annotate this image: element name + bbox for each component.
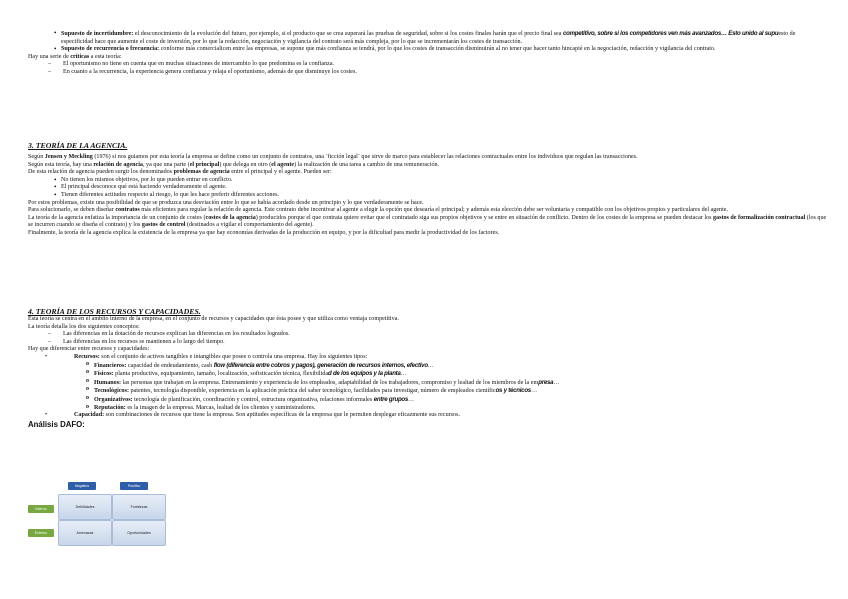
paragraph: Esta teoría se centra en el ámbito interno de la empresa, en el conjunto de recursos y capacidades que ésta posee y que utiliza como ventaja competitiva. <box>28 316 399 322</box>
paragraph: Hay que diferenciar entre recursos y capacidades: <box>28 346 150 353</box>
resources-list <box>28 354 828 420</box>
paragraph: Finalmente, la teoría de la agencia explica la existencia de la empresa ya que hay economías derivadas de la producción en equipo, y por la dificultad para medir la productividad de los factores. <box>28 229 500 236</box>
list-item: – En cuanto a la recurrencia, la experiencia genera confianza y relaja el oportunismo, además de que disminuye los costes. <box>28 69 828 77</box>
dafo-cell-opportunities: Oportunidades <box>112 520 166 546</box>
resource-type-item: o Organizativos: tecnología de planificación, coordinación y control, estructura organizativa, relaciones informales entre grupos… <box>41 396 828 405</box>
concepts-list <box>28 331 828 346</box>
resource-type-item: o Financieros: capacidad de endeudamiento, cash flow (diferencia entre cobros y pagos), generación de recursos internos, efectivo… <box>41 362 828 371</box>
intro-section <box>28 30 828 77</box>
resource-types-list <box>41 362 828 413</box>
assumptions-list <box>28 30 828 54</box>
assumption-text: conforme más comercialicen entre las empresas, se supone que más confianza se tendrá, por lo que los costes de transacción disminuirán al no tener que hacer tanto hincapié en la negociación, redacción y vigilancia del contrato. <box>159 46 716 53</box>
list-item: • Tienen diferentes actitudes respecto al riesgo, lo que les hace preferir diferentes acciones. <box>28 192 828 200</box>
section-heading: 4. TEORÍA DE LOS RECURSOS Y CAPACIDADES. <box>28 307 201 316</box>
resource-type-item: o Tecnológicos: patentes, tecnología disponible, experiencia en la aplicación práctica del saber tecnológico, facilidades para investigar, número de empleados científicos y técnicos… <box>41 387 828 396</box>
critics-list <box>28 61 828 76</box>
dafo-diagram <box>28 476 168 556</box>
section-heading: 3. TEORÍA DE LA AGENCIA. <box>28 141 128 150</box>
dafo-row-internal: Interno <box>28 505 54 513</box>
assumption-uncertainty <box>28 30 828 46</box>
dafo-cell-weaknesses: Debilidades <box>58 494 112 520</box>
agency-problems-list <box>28 177 828 200</box>
assumption-term: Supuesto de recurrencia o frecuencia: <box>61 46 160 53</box>
assumption-text: el desconocimiento de la evolución del futuro, por ejemplo, si el producto que se crea superará las pruebas de seguridad, sobre si los costes finales harán que el precio final sea <box>133 31 563 37</box>
critics-intro: Hay una serie de críticas a esta teoría: <box>28 53 122 60</box>
list-item: – Las diferencias en los recursos se mantienen a lo largo del tiempo. <box>28 339 828 347</box>
dafo-label: Análisis DAFO: <box>28 419 85 429</box>
resources-section <box>28 307 828 428</box>
resource-type-item: o Humanos: las personas que trabajan en la empresa. Entrenamiento y experiencia de los empleados, adaptabilidad de los trabajadores, compromiso y lealtad de los miembros de la empresa… <box>41 379 828 388</box>
paragraph: La teoría detalla los dos siguientes conceptos: <box>28 323 140 330</box>
resource-type-item: o Físicos: planta productiva, equipamiento, tamaño, localización, sofisticación técnica, flexibilidad de los equipos y la planta… <box>41 370 828 379</box>
dafo-row-external: Externo <box>28 529 54 537</box>
paragraph: De esta relación de agencia pueden surgir los denominados problemas de agencia entre el principal y el agente. Pueden ser: <box>28 169 332 176</box>
dafo-cell-strengths: Fortalezas <box>112 494 166 520</box>
paragraph: Según Jensen y Meckling (1976) si nos guiamos por esta teoría la empresa se define como un conjunto de contratos, una ¨ficción legal¨ que sirve de marco para establecer las relaciones contractuales entre los individuos que regulan las transacciones. <box>28 154 638 160</box>
list-item: • No tienen los mismos objetivos, por lo que pueden entrar en conflicto. <box>28 177 828 185</box>
list-item: – El oportunismo no tiene en cuenta que en muchas situaciones de intercambio lo que predomina es la confianza. <box>28 61 828 69</box>
paragraph: Según esta teoría, hay una relación de agencia, ya que una parte (el principal) que delega en otro (el agente) la realización de una tarea a cambio de una remuneración. <box>28 161 440 168</box>
paragraph: Por estos problemas, existe una posibilidad de que se produzca una desviación entre lo que se había acordado desde un principio y lo que verdaderamente se hace. <box>28 199 424 206</box>
agency-section <box>28 141 828 238</box>
assumption-term: Supuesto de incertidumbre: <box>61 31 134 37</box>
dafo-cell-threats: Amenazas <box>58 520 112 546</box>
dafo-header-positive: Positivo <box>120 482 148 490</box>
list-item: • El principal desconoce qué está haciendo verdaderamente el agente. <box>28 184 828 192</box>
assumption-tail-text: esto de especificidad hace que aumente el coste de inversión, por lo que la redacción, negociación y vigilancia del contrato será más compleja, por lo que se incrementarán los costes de transacción. <box>61 31 796 45</box>
dafo-header-negative: Negativo <box>68 482 96 490</box>
assumption-recurrence <box>28 46 828 54</box>
list-item-capacidad: • Capacidad: son combinaciones de recursos que tiene la empresa. Son aptitudes específicas de la empresa que le permiten desplegar eficazmente sus recursos. <box>40 412 828 420</box>
assumption-condensed-text: competitivo, sobre si los competidores ven más avanzados… Esto unido al supu <box>562 30 779 37</box>
list-item: – Las diferencias en la dotación de recursos explican las diferencias en los resultados logrados. <box>28 331 828 339</box>
paragraph: Para solucionarlo, se deben diseñar contratos más eficientes para regular la relación de agencia. Este contrato debe incentivar al agente a elegir la opción que desearía el principal; y además esta elección debe ser voluntaria y compatible con los objetivos propios y particulares del agente. <box>28 207 729 214</box>
resource-type-item: o Reputación: es la imagen de la empresa. Marcas, lealtad de los clientes y suministradores. <box>41 405 828 413</box>
list-item-recursos: • Recursos: son el conjunto de activos tangibles e intangibles que posee o controla una empresa. Hay los siguientes tipos: o Financieros: capacidad de endeudamiento, cash flow (diferencia entre cobros y pagos), generación de recursos internos, efectivo… o Físicos: planta productiva, equipamiento, tamaño, localización, sofisticación técnica, flexibilidad de los equipos y la planta… o Humanos: las personas que trabajan en la empresa. Entrenamiento y experiencia de los empleados, adaptabilidad de los trabajadores, compromiso y lealtad de los miembros de la empresa… o Tecnológicos: patentes, tecnología disponible, experiencia en la aplicación práctica del saber tecnológico, facilidades para investigar, número de empleados científicos y técnicos… o Organizativos: tecnología de planificación, coordinación y control, estructura organizativa, relaciones informales entre grupos… o Reputación: es la imagen de la empresa. Marcas, lealtad de los clientes y suministradores. <box>40 354 828 412</box>
paragraph: La teoría de la agencia enfatiza la importancia de un conjunto de costes (costes de la agencia) producidos porque el que contrata quiere evitar que el contratado siga sus propios objetivos y se entre en situación de conflicto. Dentro de los costes de la empresa se pueden destacar los gastos de formalización contractual (los que se incurren cuando se diseña el contrato) y los gastos de control (destinados a vigilar el comportamiento del agente). <box>28 214 827 229</box>
